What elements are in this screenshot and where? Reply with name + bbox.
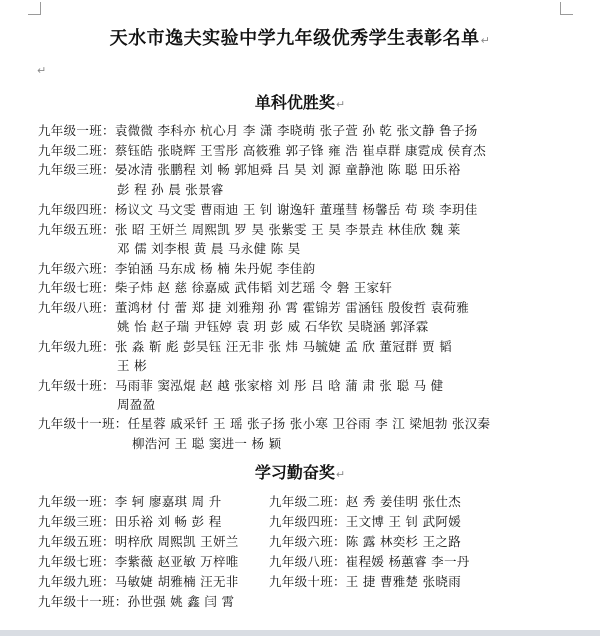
list-item: 九年级十班：马雨菲 窦泓焜 赵 越 张家榕 刘 彤 吕 晗 蒲 肃 张 聪 马 健 bbox=[38, 378, 444, 393]
list-item: 九年级一班：李 轲 廖嘉琪 周 升 九年级二班：赵 秀 姜佳明 张仕杰 bbox=[38, 494, 462, 509]
list-item: 九年级五班：张 昭 王妍兰 周熙凯 罗 昊 张紫雯 王 昊 李景垚 林佳欣 魏 莱 bbox=[38, 222, 461, 237]
page-corner-mark-right bbox=[560, 2, 573, 15]
page-corner-mark-left bbox=[28, 2, 41, 15]
list-item-continuation: 柳浩河 王 聪 窦进一 杨 颖 bbox=[132, 436, 282, 451]
paragraph-mark-icon: ↵ bbox=[335, 98, 346, 111]
list-item: 九年级七班：柴子炜 赵 慈 徐嘉威 武伟韬 刘艺瑶 令 磐 王家轩 bbox=[38, 280, 393, 295]
section-heading-award2: 学习勤奋奖↵ bbox=[254, 463, 346, 482]
list-item: 九年级三班：晏冰清 张鹏程 刘 畅 郭旭舜 吕 昊 刘 源 童静池 陈 聪 田乐裕 bbox=[38, 162, 461, 177]
list-item: 九年级十一班：孙世强 姚 鑫 闫 霄 bbox=[38, 594, 235, 609]
paragraph-mark-icon: ↵ bbox=[335, 468, 346, 481]
list-item: 九年级七班：李紫薇 赵亚敏 万梓唯 九年级八班：崔程媛 杨蕙睿 李一丹 bbox=[38, 554, 470, 569]
list-item: 九年级五班：明梓欣 周熙凯 王妍兰 九年级六班：陈 露 林奕杉 王之路 bbox=[38, 534, 462, 549]
list-item: 九年级二班：蔡钰皓 张晓辉 王雪彤 高筱雅 郭子锋 雍 浩 崔卓群 康霓成 侯育杰 bbox=[38, 143, 487, 158]
list-item: 九年级八班：董鸿材 付 蕾 郑 捷 刘雅翔 孙 霄 霍锦芳 雷涵钰 殷俊哲 袁荷雅 bbox=[38, 300, 470, 315]
list-item: 九年级六班：李铂涵 马东成 杨 楠 朱丹妮 李佳韵 bbox=[38, 261, 316, 276]
list-item: 九年级十一班：任星蓉 戚采钎 王 瑶 张子扬 张小寒 卫谷雨 李 江 梁旭勃 张汉秦 bbox=[38, 416, 491, 431]
list-item-continuation: 王 彬 bbox=[117, 358, 147, 373]
list-item: 九年级九班：马敏婕 胡雅楠 汪无非 九年级十班：王 捷 曹雅楚 张晓雨 bbox=[38, 574, 462, 589]
list-item-continuation: 彭 程 孙 晨 张景睿 bbox=[117, 182, 224, 197]
list-item: 九年级三班：田乐裕 刘 畅 彭 程 九年级四班：王文博 王 钊 武阿媛 bbox=[38, 514, 462, 529]
document-title: 天水市逸夫实验中学九年级优秀学生表彰名单↵ bbox=[109, 28, 491, 49]
list-item-continuation: 姚 怡 赵子瑞 尹钰婷 袁 玥 彭 威 石华钦 吴晓涵 郭泽霖 bbox=[117, 319, 429, 334]
section-heading-award1: 单科优胜奖↵ bbox=[254, 93, 346, 112]
list-item-continuation: 邓 儒 刘李根 黄 晨 马永健 陈 昊 bbox=[117, 241, 301, 256]
list-item-continuation: 周盈盈 bbox=[117, 397, 156, 412]
paragraph-mark-icon: ↵ bbox=[37, 64, 47, 77]
list-item: 九年级一班：袁微微 李科亦 杭心月 李 潇 李晓萌 张子萱 孙 乾 张文静 鲁子扬 bbox=[38, 123, 478, 138]
list-item: 九年级九班：张 淼 靳 彪 彭昊钰 汪无非 张 炜 马毓婕 孟 欣 董冠群 贾 韬 bbox=[38, 339, 452, 354]
list-item: 九年级四班：杨议文 马文雯 曹雨迪 王 钊 谢逸轩 董瑾彗 杨馨岳 苟 琰 李玥佳 bbox=[38, 202, 478, 217]
page-bottom-border bbox=[0, 630, 600, 636]
paragraph-mark-icon: ↵ bbox=[480, 34, 491, 47]
